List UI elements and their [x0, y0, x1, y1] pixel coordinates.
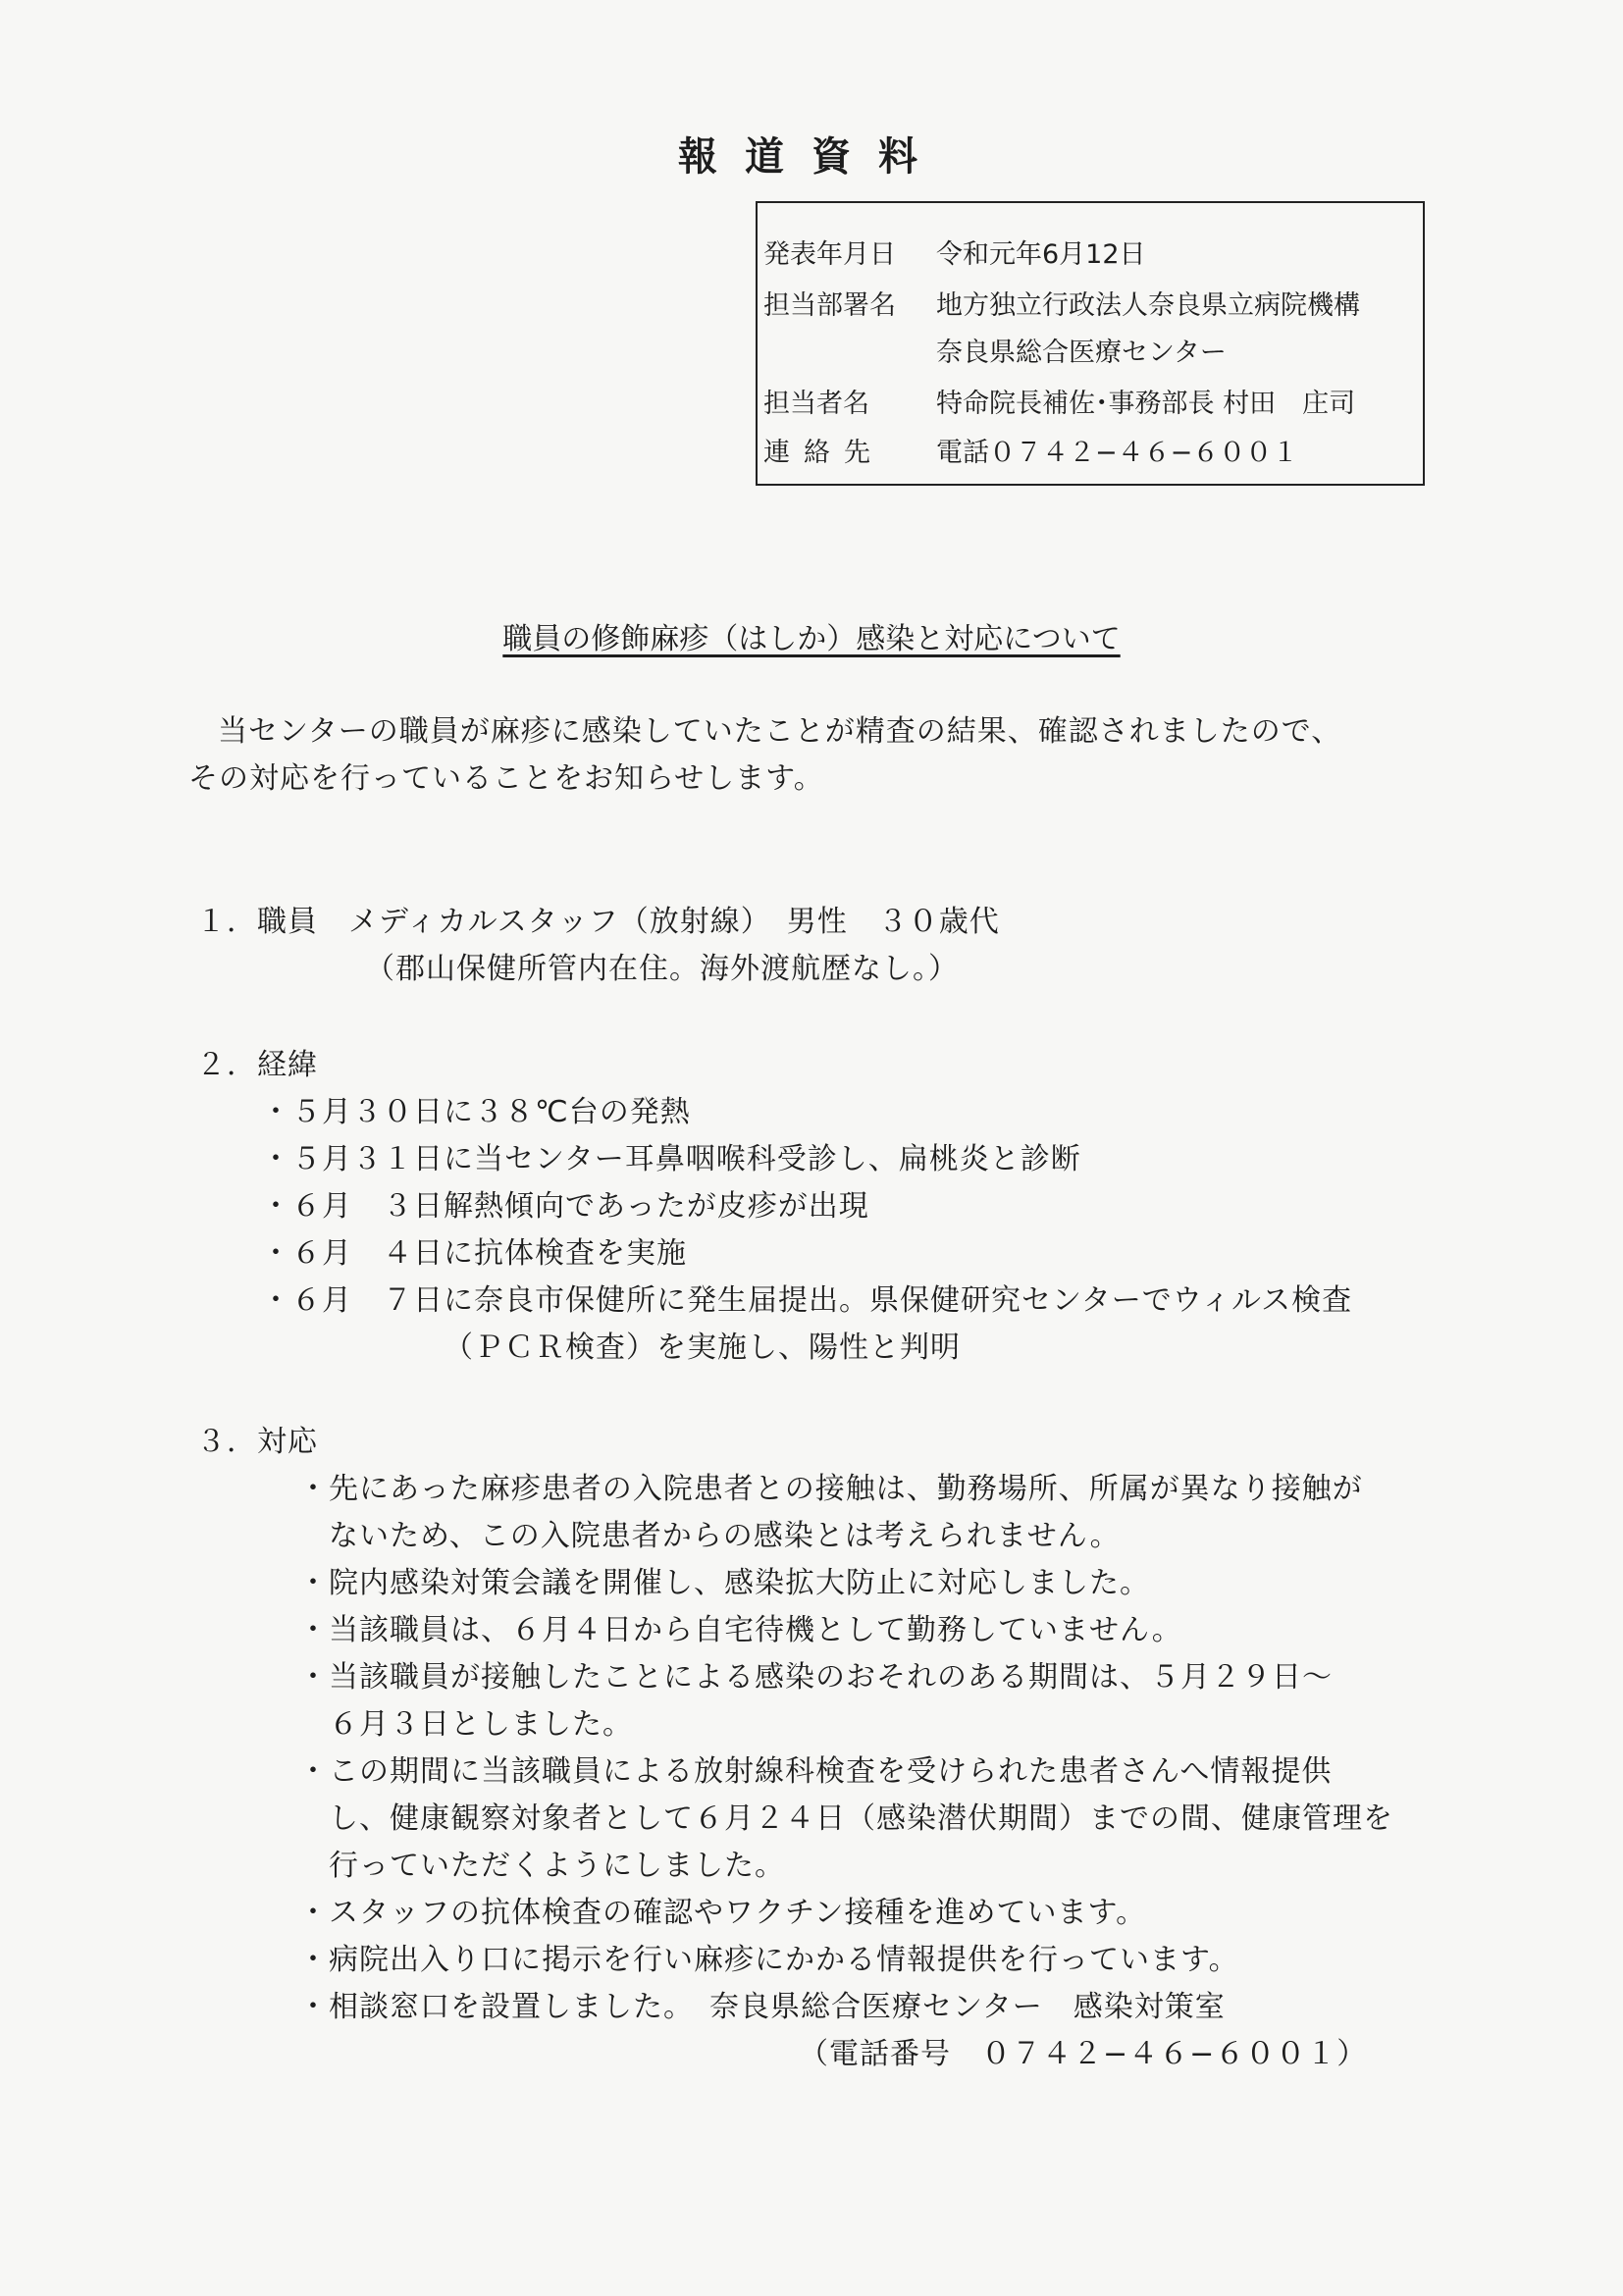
section3-line: ６月３日としました。: [298, 1707, 633, 1742]
info-row-contact: [763, 431, 1298, 469]
section3-line: ・先にあった麻疹患者の入院患者との接触は、勤務場所、所属が異なり接触が: [298, 1472, 1363, 1506]
date-label: 発表年月日: [763, 239, 896, 270]
person-label: 担当者名: [763, 389, 869, 419]
section3-line: し、健康観察対象者として６月２４日（感染潜伏期間）までの間、健康管理を: [298, 1801, 1393, 1836]
subject-heading: 職員の修飾麻疹（はしか）感染と対応について: [502, 622, 1121, 656]
section3-line: 行っていただくようにしました。: [298, 1849, 785, 1883]
contact-label: 連絡先: [763, 438, 884, 468]
date-value: 令和元年6月12日: [936, 239, 1146, 270]
section3-line: ・当該職員は、６月４日から自宅待機として勤務していません。: [298, 1613, 1182, 1647]
info-row-date: [763, 233, 1146, 271]
section3-heading: ３．対応: [196, 1425, 318, 1459]
section2-item: ・５月３０日に３８℃台の発熱: [261, 1095, 691, 1129]
info-row-department: [763, 284, 1360, 322]
section2-item: ・５月３１日に当センター耳鼻咽喉科受診し、扁桃炎と診断: [261, 1142, 1081, 1176]
section3-phone: （電話番号 ０７４２−４６−６００１）: [799, 2037, 1368, 2071]
info-row-department-cont: [763, 331, 1227, 369]
section3-line: ・病院出入り口に掲示を行い麻疹にかかる情報提供を行っています。: [298, 1943, 1239, 1977]
section1-heading: １．職員 メディカルスタッフ（放射線） 男性 ３０歳代: [196, 905, 1000, 939]
document-title: 報道資料: [678, 134, 945, 180]
section3-line: ないため、この入院患者からの感染とは考えられません。: [298, 1519, 1121, 1553]
contact-value: 電話０７４２−４６−６００１: [936, 438, 1299, 468]
section3-line: ・当該職員が接触したことによる感染のおそれのある期間は、５月２９日〜: [298, 1660, 1333, 1695]
department-label: 担当部署名: [763, 290, 896, 321]
section2-item-cont: （ＰＣＲ検査）を実施し、陽性と判明: [444, 1331, 961, 1365]
info-row-person: [763, 382, 1355, 420]
person-value: 特命院長補佐･事務部長 村田 庄司: [936, 389, 1356, 419]
press-info-box: [756, 201, 1425, 486]
intro-line-2: その対応を行っていることをお知らせします。: [188, 761, 824, 796]
section3-line: ・院内感染対策会議を開催し、感染拡大防止に対応しました。: [298, 1566, 1150, 1600]
section3-line: ・相談窓口を設置しました。 奈良県総合医療センター 感染対策室: [298, 1990, 1226, 2024]
section3-line: ・スタッフの抗体検査の確認やワクチン接種を進めています。: [298, 1896, 1147, 1930]
section2-item: ・６月 ４日に抗体検査を実施: [261, 1236, 687, 1271]
section1-note: （郡山保健所管内在住。海外渡航歴なし。）: [365, 952, 959, 986]
section2-heading: ２．経緯: [196, 1048, 318, 1082]
department-value-cont: 奈良県総合医療センター: [936, 338, 1227, 368]
department-value: 地方独立行政法人奈良県立病院機構: [936, 290, 1360, 321]
section2-item: ・６月 ３日解熱傾向であったが皮疹が出現: [261, 1189, 869, 1224]
section3-line: ・この期間に当該職員による放射線科検査を受けられた患者さんへ情報提供: [298, 1754, 1333, 1789]
section2-item: ・６月 ７日に奈良市保健所に発生届提出。県保健研究センターでウィルス検査: [261, 1283, 1353, 1318]
intro-line-1: 当センターの職員が麻疹に感染していたことが精査の結果、確認されましたので、: [218, 714, 1342, 749]
